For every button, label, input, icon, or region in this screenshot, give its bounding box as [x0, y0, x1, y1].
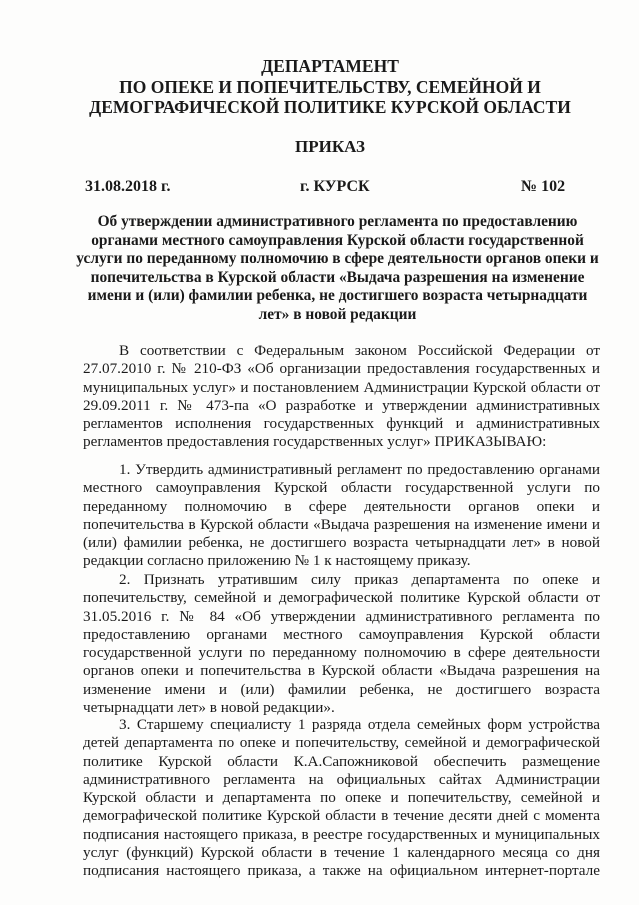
dept-line: ПО ОПЕКЕ И ПОПЕЧИТЕЛЬСТВУ, СЕМЕЙНОЙ И — [119, 76, 541, 97]
dept-line: ДЕМОГРАФИЧЕСКОЙ ПОЛИТИКЕ КУРСКОЙ ОБЛАСТИ — [89, 97, 571, 117]
order-subject — [75, 213, 600, 325]
text-line: 31.05.2016 г. № 84 «Об утверждении административного регламента по — [83, 607, 600, 625]
dept-line: ДЕПАРТАМЕНТ — [261, 56, 399, 76]
text-line: предоставлению органами местного самоуправления Курской области — [83, 625, 600, 643]
preamble-paragraph — [83, 342, 600, 452]
text-line: услуг (функций) Курской области в течение 1 календарного месяца со дня — [83, 844, 600, 862]
subject-line: попечительства в Курской области «Выдача разрешения на изменение — [90, 268, 585, 286]
doc-type-title: ПРИКАЗ — [295, 137, 365, 156]
text-line: государственной услуги по переданному полномочию в сфере деятельности — [83, 644, 600, 662]
order-item-2 — [83, 571, 600, 717]
text-line: редакции согласно приложению № 1 к настоящему приказу. — [83, 552, 471, 570]
department-header — [60, 56, 600, 118]
order-item-3 — [83, 716, 600, 881]
order-number: № 102 — [521, 178, 566, 195]
text-line: изменение имени и (или) фамилии ребенка, не достигшего возраста — [83, 680, 600, 698]
subject-line: Об утверждении административного регламента по предоставлению — [97, 213, 578, 230]
order-item-1 — [83, 461, 600, 571]
text-line: четырнадцати лет» в новой редакции». — [83, 699, 335, 717]
text-line: 27.07.2010 г. № 210-ФЗ «Об организации предоставления государственных и — [83, 360, 600, 378]
text-line: подписания настоящего приказа, а также на официальном интернет-портале — [83, 862, 600, 880]
text-line: 1. Утвердить административный регламент по предоставлению органами — [119, 461, 600, 478]
text-line: 29.09.2011 г. № 473-па «О разработке и утверждении административных — [83, 396, 600, 414]
text-line: органов опеки и попечительства в Курской области «Выдача разрешения на — [83, 662, 600, 680]
text-line: (или) фамилии ребенка, не достигшего возраста четырнадцати лет» в новой — [83, 534, 600, 552]
subject-line: органами местного самоуправления Курской области государственной — [91, 231, 584, 249]
subject-line: имени и (или) фамилии ребенка, не достигшего возраста четырнадцати — [87, 287, 588, 305]
order-date: 31.08.2018 г. — [85, 178, 171, 195]
text-line: попечительства в Курской области «Выдача разрешения на изменение имени и — [83, 515, 600, 533]
text-line: В соответствии с Федеральным законом Российской Федерации от — [119, 342, 600, 359]
text-line: регламентов предоставления государственных услуг» ПРИКАЗЫВАЮ: — [83, 433, 547, 451]
text-line: политике Курской области К.А.Сапожниковой обеспечить размещение — [83, 752, 600, 770]
text-line: административного регламента на официальных сайтах Администрации — [83, 770, 600, 788]
text-line: регламентов исполнения государственных функций и административных — [83, 415, 600, 433]
text-line: подписания настоящего приказа, в реестре государственных и муниципальных — [83, 825, 600, 843]
text-line: 3. Старшему специалисту 1 разряда отдела семейных форм устройства — [119, 716, 600, 733]
text-line: попечительству, семейной и демографической политике Курской области от — [83, 589, 600, 607]
text-line: местного самоуправления Курской области государственной услуги по — [83, 479, 600, 497]
order-city: г. КУРСК — [300, 178, 370, 195]
subject-line: услуги по переданному полномочию в сфере деятельности органов опеки и — [76, 250, 599, 268]
text-line: демографической политике Курской области в течение десяти дней с момента — [83, 807, 600, 825]
text-line: переданному полномочию в сфере деятельности органов опеки и — [83, 497, 600, 515]
subject-line: лет» в новой редакции — [258, 305, 417, 323]
text-line: детей департамента по опеке и попечительству, семейной и демографической — [83, 734, 600, 752]
text-line: Курской области и департамента по опеке и попечительству, семейной и — [83, 789, 600, 807]
text-line: муниципальных услуг» и постановлением Администрации Курской области от — [83, 378, 600, 396]
text-line: 2. Признать утратившим силу приказ департамента по опеке и — [119, 571, 600, 588]
